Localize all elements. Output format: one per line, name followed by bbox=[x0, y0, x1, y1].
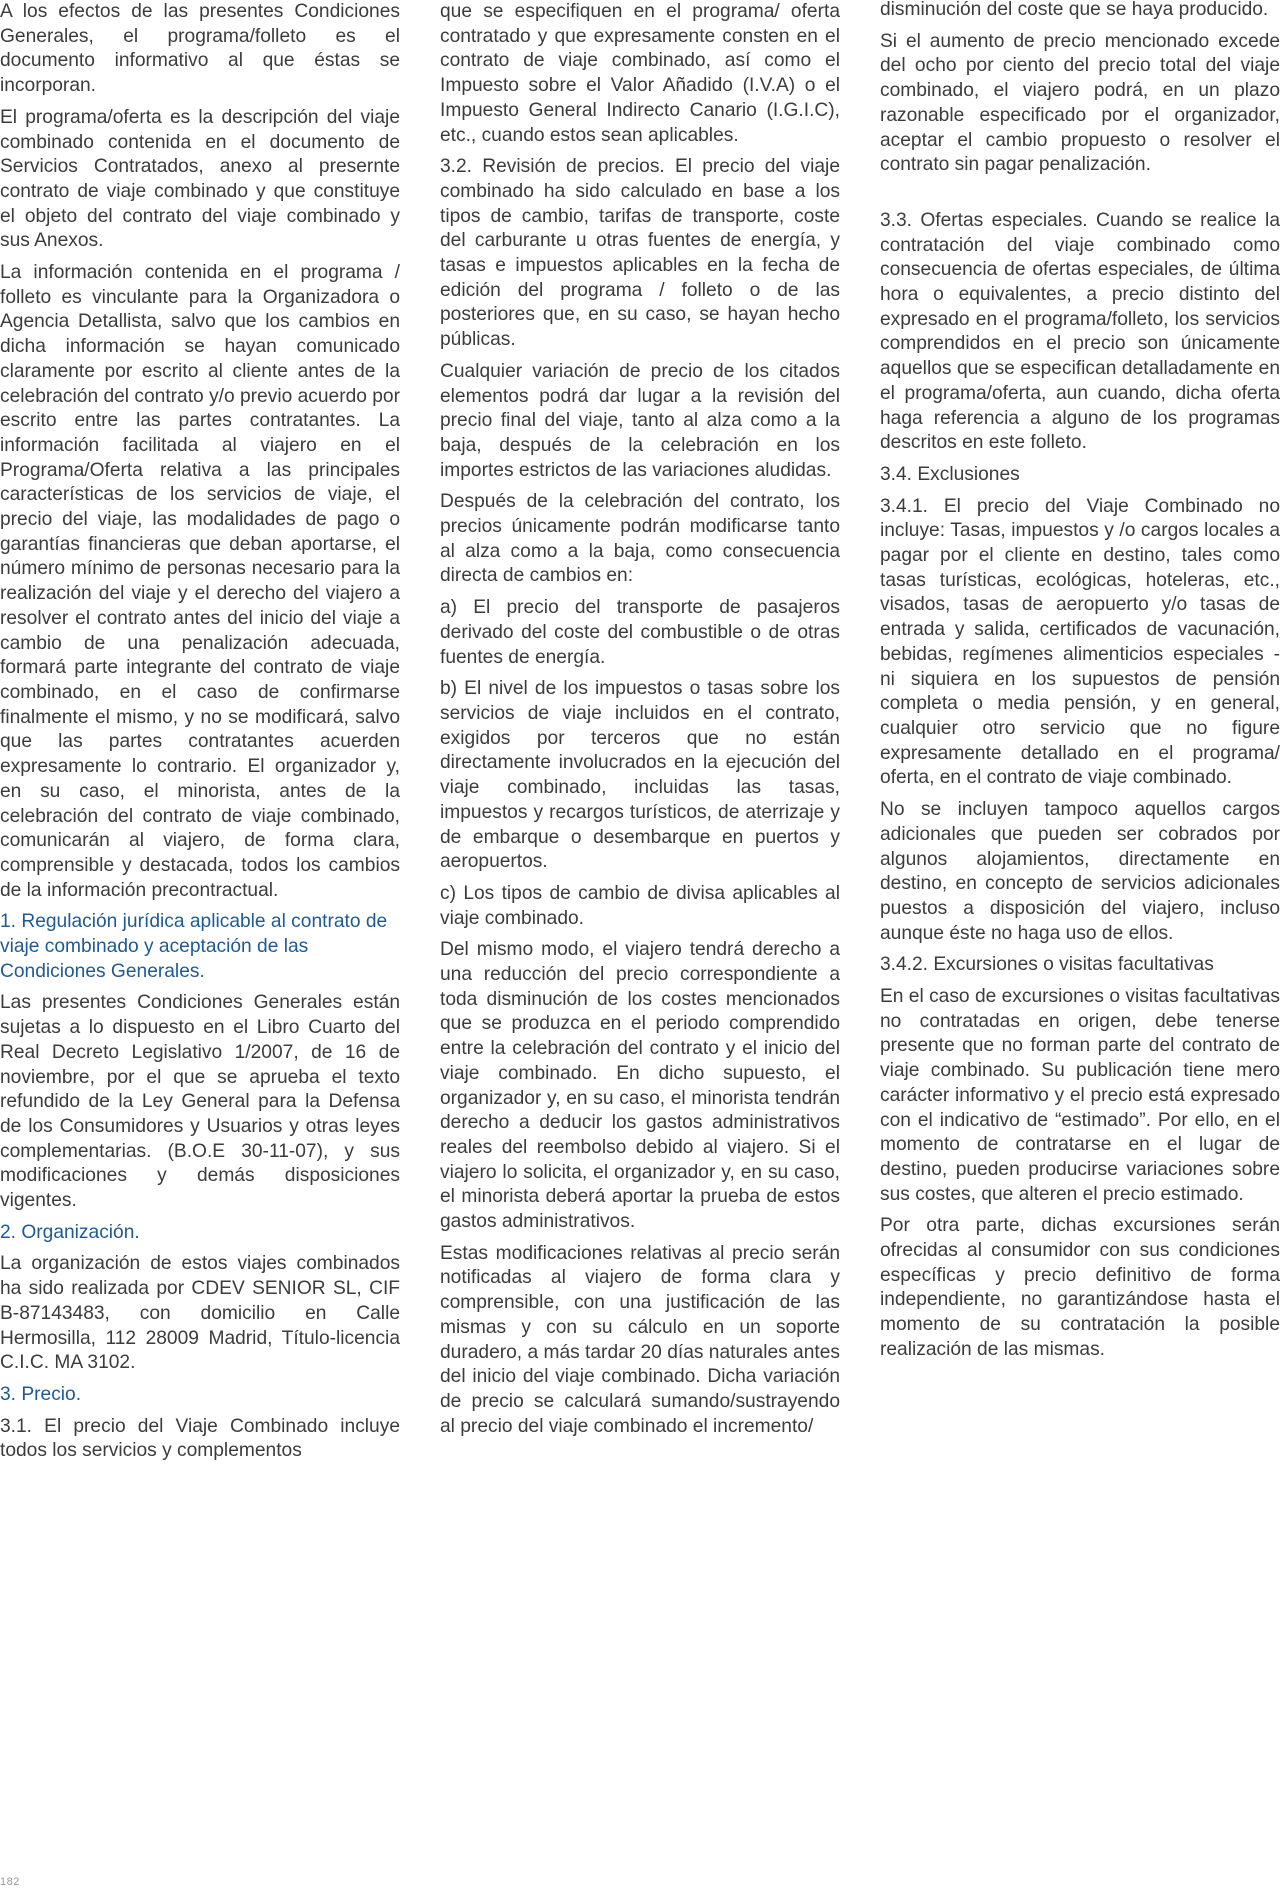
list-item-a: a) El precio del transporte de pasajeros derivado del coste del combustible o de otras fuentes de energía. bbox=[440, 597, 840, 668]
subheading-optional-excursions: 3.4.2. Excursiones o visitas facultativas bbox=[880, 954, 1214, 976]
paragraph-additional-charges: No se incluyen tampoco aquellos cargos adicionales que pueden ser cobrados por algunos alojamientos, directamente en destino, en concepto de servicios adicionales puestos a disposición del viajero, incluso aunque éste no haga uso de ellos. bbox=[880, 799, 1280, 944]
paragraph-price-variation: Cualquier variación de precio de los citados elementos podrá dar lugar a la revisión del precio final del viaje, tanto al alza como a la baja, después de la celebración en los importes estrictos de las variaciones aludidas. bbox=[440, 360, 840, 481]
paragraph-information-binding: La información contenida en el programa / folleto es vinculante para la Organizadora o Agencia Detallista, salvo que los cambios en dicha información se hayan comunicado claramente por escrito al cliente antes de la celebración del contrato y/o previo acuerdo por escrito entre las partes contratantes. La información facilitada al viajero en el Programa/Oferta relativa a las principales características de los servicios de viaje, el precio del viaje, las modalidades de pago o garantías financieras que deban aportarse, el número mínimo de personas necesario para la realización del viaje y el derecho del viajero a resolver el contrato antes del inicio del viaje a cambio de una penalización adecuada, formará parte integrante del contrato de viaje combinado, en el caso de confirmarse finalmente el mismo, y no se modificará, salvo que las partes contratantes acuerden expresamente lo contrario. El organizador y, en su caso, el minorista, antes de la celebración del contrato de viaje combinado, comunicarán al viajero, de forma clara, comprensible y destacada, todos los cambios de la información precontractual. bbox=[0, 262, 400, 901]
paragraph-decrease-continued: disminución del coste que se haya producido. bbox=[880, 0, 1269, 20]
list-item-b: b) El nivel de los impuestos o tasas sobre los servicios de viaje incluidos en el contrato, exigidos por terceros que no están directamente involucrados en la ejecución del viaje combinado, incluidas las tasas, impuestos y recargos turísticos, de aterrizaje y de embarque o desembarque en puertos y aeropuertos. bbox=[440, 678, 840, 873]
paragraph-exclusions-3-4-1: 3.4.1. El precio del Viaje Combinado no incluye: Tasas, impuestos y /o cargos locales a pagar por el cliente en destino, tales como tasas turísticas, ecológicas, hoteleras, etc., visados, tasas de aeropuerto y/o tasas de entrada y salida, certificados de vacunación, bebidas, regímenes alimenticios especiales - ni siquiera en los supuestos de pensión completa o media pensión, y en general, cualquier otro servicio que no figure expresamente detallado en el programa/ oferta, en el contrato de viaje combinado. bbox=[880, 495, 1280, 789]
heading-section-2: 2. Organización. bbox=[0, 1221, 140, 1243]
paragraph-after-contract: Después de la celebración del contrato, los precios únicamente podrán modificarse tanto al alza como a la baja, como consecuencia directa de cambios en: bbox=[440, 491, 840, 587]
paragraph-price-increase: Si el aumento de precio mencionado excede del ocho por ciento del precio total del viaje combinado, el viajero podrá, en un plazo razonable especificado por el organizador, aceptar el cambio propuesto o resolver el contrato sin pagar penalización. bbox=[880, 30, 1280, 176]
subheading-exclusions: 3.4. Exclusiones bbox=[880, 463, 1020, 485]
paragraph-organization: La organización de estos viajes combinados ha sido realizada por CDEV SENIOR SL, CIF B-87143483, con domicilio en Calle Hermosilla, 112 28009 Madrid, Título-licencia C.I.C. MA 3102. bbox=[0, 1253, 400, 1374]
text-column-right bbox=[880, 0, 1280, 1370]
paragraph-excursions-info: En el caso de excursiones o visitas facultativas no contratadas en origen, debe tenerse presente que no forman parte del contrato de viaje combinado. Su publicación tiene mero carácter informativo y el precio está expresado con el indicativo de “estimado”. Por ello, en el momento de contratarse en el lugar de destino, pueden producirse variaciones sobre sus costes, que alteren el precio estimado. bbox=[880, 986, 1280, 1205]
page-number: 182 bbox=[0, 1876, 20, 1888]
paragraph-price-revision: 3.2. Revisión de precios. El precio del viaje combinado ha sido calculado en base a los tipos de cambio, tarifas de transporte, coste del carburante u otras fuentes de energía, y tasas e impuestos aplicables en la fecha de edición del programa / folleto o de las posteriores que, en su caso, se hayan hecho públicas. bbox=[440, 156, 840, 351]
paragraph-special-offers: 3.3. Ofertas especiales. Cuando se realice la contratación del viaje combinado como consecuencia de ofertas especiales, de última hora o equivalentes, a precio distinto del expresado en el programa/folleto, los servicios comprendidos en el precio son únicamente aquellos que se especifican detalladamente en el programa/oferta, aun cuando, dicha oferta haga referencia a alguno de los programas descritos en este folleto. bbox=[880, 209, 1280, 454]
paragraph-price-continued: que se especifiquen en el programa/ oferta contratado y que expresamente consten en el contrato de viaje combinado, así como el Impuesto sobre el Valor Añadido (I.V.A) o el Impuesto General Indirecto Canario (I.G.I.C), etc., cuando estos sean aplicables. bbox=[440, 1, 840, 146]
spacer bbox=[880, 185, 1280, 209]
heading-section-3: 3. Precio. bbox=[0, 1383, 82, 1405]
text-column-middle bbox=[440, 0, 840, 1446]
paragraph-program-offer: El programa/oferta es la descripción del viaje combinado contenida en el documento de Servicios Contratados, anexo al presernte contrato de viaje combinado y que constituye el objeto del contrato del viaje combinado y sus Anexos. bbox=[0, 106, 400, 252]
paragraph-legal-regulation: Las presentes Condiciones Generales están sujetas a lo dispuesto en el Libro Cuarto del Real Decreto Legislativo 1/2007, de 16 de noviembre, por el que se aprueba el texto refundido de la Ley General para la Defensa de los Consumidores y Usuarios y otras leyes complementarias. (B.O.E 30-11-07), y sus modificaciones y demás disposiciones vigentes. bbox=[0, 992, 400, 1212]
paragraph-excursions-offered: Por otra parte, dichas excursiones serán ofrecidas al consumidor con sus condiciones específicas y precio definitivo de forma independiente, no garantizándose hasta el momento de su contratación la posible realización de las mismas. bbox=[880, 1215, 1280, 1360]
heading-section-1: 1. Regulación jurídica aplicable al contrato de viaje combinado y aceptación de las Condiciones Generales. bbox=[0, 911, 388, 982]
paragraph-notification: Estas modificaciones relativas al precio serán notificadas al viajero de forma clara y comprensible, con una justificación de las mismas y con su cálculo en un soporte duradero, a más tardar 20 días naturales antes del inicio del viaje combinado. Dicha variación de precio se calculará sumando/sustrayendo al precio del viaje combinado el incremento/ bbox=[440, 1242, 840, 1437]
text-column-left bbox=[0, 0, 400, 1471]
list-item-c: c) Los tipos de cambio de divisa aplicables al viaje combinado. bbox=[440, 882, 840, 929]
paragraph-price-reduction: Del mismo modo, el viajero tendrá derecho a una reducción del precio correspondiente a toda disminución de los costes mencionados que se produzca en el periodo comprendido entre la celebración del contrato y el inicio del viaje combinado. En dicho supuesto, el organizador y, en su caso, el minorista tendrán derecho a deducir los gastos administrativos reales del reembolso debido al viajero. Si el viajero lo solicita, el organizador y, en su caso, el minorista deberá aportar la prueba de estos gastos administrativos. bbox=[440, 939, 840, 1233]
paragraph-price-3-1: 3.1. El precio del Viaje Combinado incluye todos los servicios y complementos bbox=[0, 1415, 400, 1462]
paragraph-intro: A los efectos de las presentes Condiciones Generales, el programa/folleto es el documento informativo al que éstas se incorporan. bbox=[0, 1, 400, 97]
